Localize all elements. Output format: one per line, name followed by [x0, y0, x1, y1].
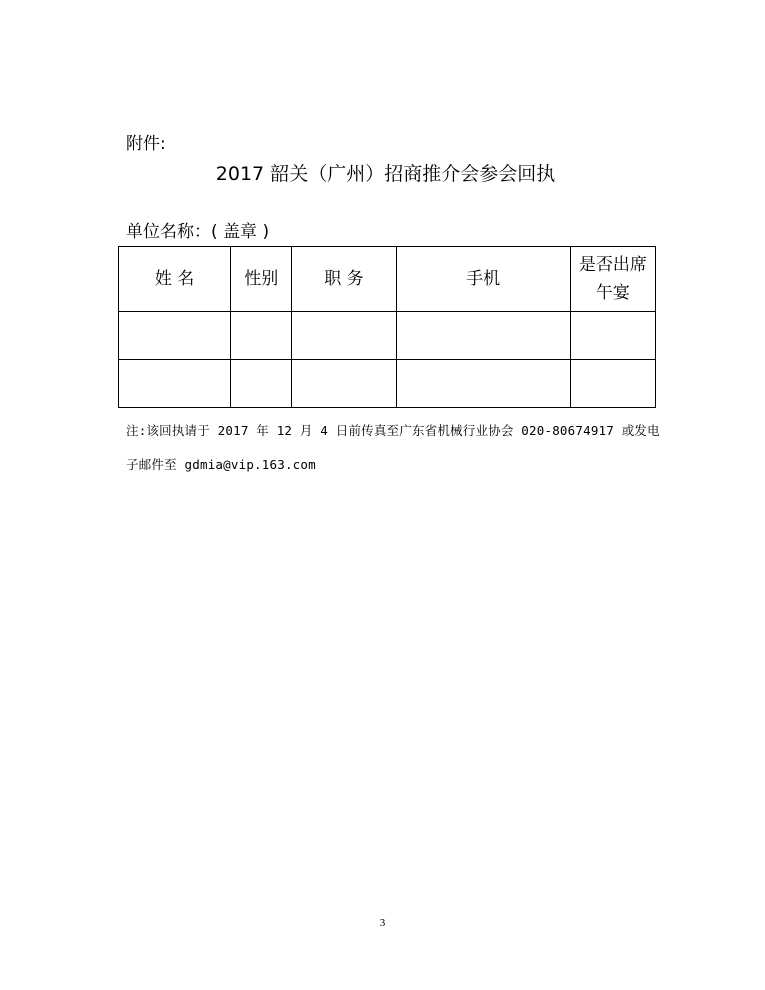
note-text	[126, 414, 666, 482]
cell-name	[119, 312, 231, 360]
table-header-row	[119, 247, 656, 312]
table-row	[119, 312, 656, 360]
cell-gender	[231, 360, 292, 408]
header-mobile: 手机	[396, 247, 570, 312]
header-lunch-attendance	[570, 247, 655, 312]
cell-lunch	[570, 312, 655, 360]
receipt-table	[118, 246, 656, 408]
header-position: 职 务	[292, 247, 396, 312]
cell-position	[292, 312, 396, 360]
cell-gender	[231, 312, 292, 360]
cell-position	[292, 360, 396, 408]
note-line-2: 子邮件至 gdmia@vip.163.com	[126, 457, 316, 472]
page-number: 3	[379, 917, 386, 929]
attachment-label: 附件:	[126, 134, 166, 154]
header-name: 姓 名	[119, 247, 231, 312]
unit-name-label: 单位名称：( 盖章 )	[126, 222, 270, 242]
document-title: 2017 韶关（广州）招商推介会参会回执	[215, 163, 556, 185]
table-row	[119, 360, 656, 408]
header-gender: 性别	[231, 247, 292, 312]
header-lunch-line1: 是否出席	[578, 255, 647, 275]
cell-lunch	[570, 360, 655, 408]
note-line-1: 注:该回执请于 2017 年 12 月 4 日前传真至广东省机械行业协会 020-80674917 或发电	[126, 423, 660, 438]
header-lunch-line2: 午宴	[595, 283, 630, 303]
cell-mobile	[396, 360, 570, 408]
cell-name	[119, 360, 231, 408]
cell-mobile	[396, 312, 570, 360]
